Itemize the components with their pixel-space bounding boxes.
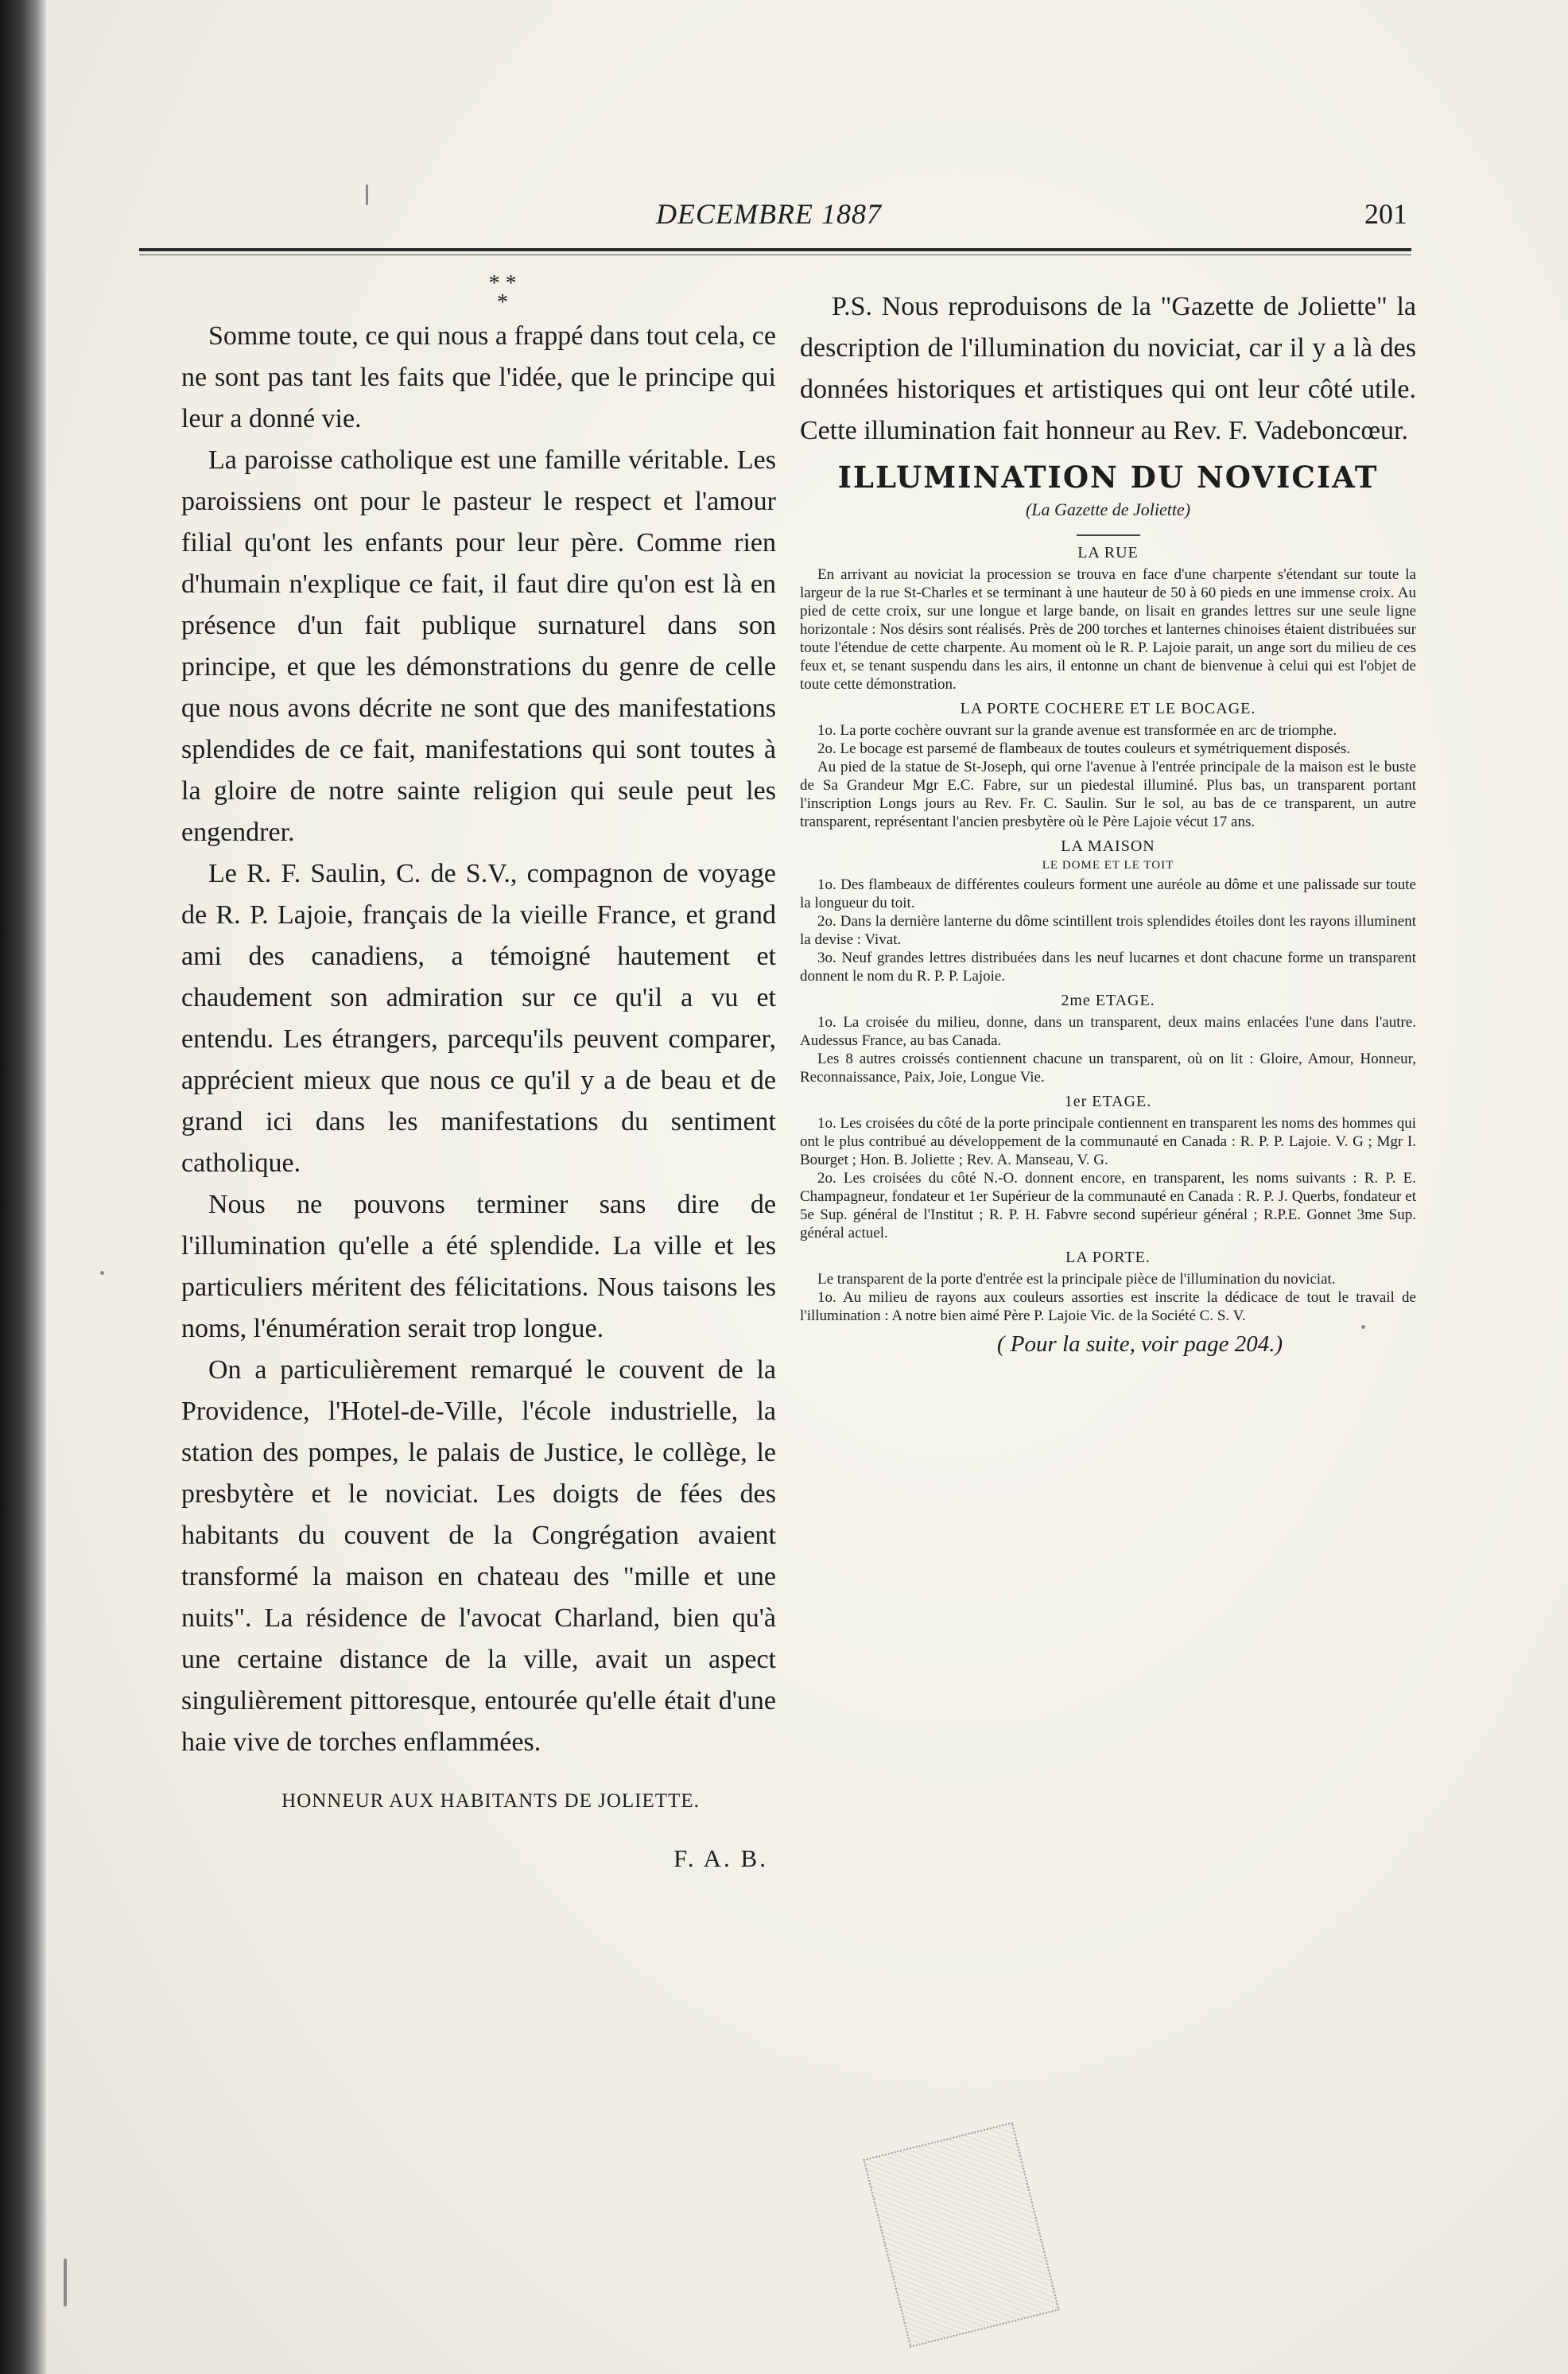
list-item: 1o. La porte cochère ouvrant sur la grande avenue est transformée en arc de triomphe. xyxy=(817,722,1337,739)
list-item: 1o. Des flambeaux de différentes couleurs forment une auréole au dôme et une palissade sur toute la longueur du toit. xyxy=(800,876,1416,911)
list-item: 2o. Les croisées du côté N.-O. donnent encore, en transparent, les noms suivants : R. P. E. Champagneur, fondateur et 1er Supérieur de la communauté en Canada : R. P. J. Querbs, fondateur et 5e Sup. général de l'Institut ; R. P. H. Fabvre second supérieur général ; R.P.E. Gonnet 3me Sup. général actuel. xyxy=(800,1170,1416,1241)
asterism: * * * xyxy=(488,271,517,315)
paragraph: On a particulièrement remarqué le couvent de la Providence, l'Hotel-de-Ville, l'école industrielle, la station des pompes, le palais de Justice, le collège, le presbytère et le noviciat. Les doigts de fées des habitants du couvent de la Congrégation avaient transformé la maison en chateau des "mille et une nuits". La résidence de l'avocat Charland, bien qu'à une certaine distance de la ville, avait un aspect singulièrement pittoresque, entourée qu'elle était d'une haie vive de torches enflammées. xyxy=(181,1355,776,1757)
book-spine-shadow xyxy=(0,0,46,2374)
paragraph: La paroisse catholique est une famille véritable. Les paroissiens ont pour le pasteur le respect et l'amour filial qu'ont les enfants pour leur père. Comme rien d'humain n'explique ce fait, il faut dire qu'on est là en présence d'un fait publique surnaturel dans son principe, et que les démonstrations du genre de celle que nous avons décrite ne sont que des manifestations splendides de ce fait, manifestations qui sont toutes à la gloire de notre sainte religion qui seule peut les engendrer. xyxy=(181,445,776,847)
paragraph: Somme toute, ce qui nous a frappé dans tout cela, ce ne sont pas tant les faits que l'idée, que le principe qui leur a donné vie. xyxy=(181,321,776,433)
section-heading-maison: LA MAISON xyxy=(1061,837,1155,855)
header-rule xyxy=(139,248,1411,251)
list-item: 1o. La croisée du milieu, donne, dans un transparent, deux mains enlacées l'une dans l'autre. Audessus France, au bas Canada. xyxy=(800,1014,1416,1049)
page-header xyxy=(139,197,1407,234)
divider xyxy=(1077,534,1140,536)
article-title: ILLUMINATION DU NOVICIAT xyxy=(837,460,1379,495)
paper-speck xyxy=(366,185,368,205)
list-item: 3o. Neuf grandes lettres distribuées dans les neuf lucarnes et dont chacune forme un transparent donnent le nom du R. P. P. Lajoie. xyxy=(800,950,1416,985)
paragraph: Nous ne pouvons terminer sans dire de l'illumination qu'elle a été splendide. La ville et les particuliers méritent des félicitations. Nous taisons les noms, l'énumération serait trop longue. xyxy=(181,1190,776,1343)
list-item: Le transparent de la porte d'entrée est la principale pièce de l'illumination du noviciat. xyxy=(817,1271,1336,1288)
list-item: 1o. Au milieu de rayons aux couleurs assorties est inscrite la dédicace de tout le travail de l'illumination : A notre bien aimé Père P. Lajoie Vic. de la Société C. S. V. xyxy=(800,1289,1416,1324)
section-footer: HONNEUR AUX HABITANTS DE JOLIETTE. xyxy=(281,1790,700,1812)
page-number: 201 xyxy=(1364,198,1407,230)
section-text: En arrivant au noviciat la procession se trouva en face d'une charpente s'étendant sur toute la largeur de la rue St-Charles et se terminant à une hauteur de 50 à 60 pieds en une immense croix. Au pied de cette croix, sur une longue et large bande, on lisait en grandes lettres sur une seule ligne horizontale : Nos désirs sont réalisés. Près de 200 torches et lanternes chinoises étaient distribuées sur toute l'étendue de cette charpente. Au moment où le R. P. Lajoie parait, un ange sort du milieu de ces feux et, se tenant suspendu dans les airs, il entonne un chant de bienvenue à celui qui est l'objet de toute cette démonstration. xyxy=(800,566,1416,693)
paper-speck xyxy=(1361,1325,1365,1329)
right-column xyxy=(800,286,1416,1358)
paper-speck xyxy=(100,1271,104,1275)
article-source: (La Gazette de Joliette) xyxy=(1025,499,1191,519)
left-column xyxy=(181,271,776,1873)
list-item: 1o. Les croisées du côté de la porte principale contiennent en transparent les noms des hommes qui ont le plus contribué au développement de la communauté en Canada : R. P. P. Lajoie. V. G ; Mgr I. Bourget ; Hon. B. Joliette ; Rev. A. Manseau, V. G. xyxy=(800,1115,1416,1168)
list-item: Les 8 autres croissés contiennent chacune un transparent, où on lit : Gloire, Amour, Honneur, Reconnaissance, Paix, Joie, Longue Vie. xyxy=(800,1051,1416,1086)
paragraph: Le R. F. Saulin, C. de S.V., compagnon de voyage de R. P. Lajoie, français de la vieille France, et grand ami des canadiens, a témoigné hautement et chaudement son admiration sur ce qu'il a vu et entendu. Les étrangers, parcequ'ils peuvent comparer, apprécient mieux que nous ce qu'il y a de beau et de grand ici dans les manifestations du sentiment catholique. xyxy=(181,859,776,1178)
intro-paragraph: P.S. Nous reproduisons de la "Gazette de Joliette" la description de l'illumination du noviciat, car il y a là des données historiques et artistiques qui ont leur côté utile. Cette illumination fait honneur au Rev. F. Vadeboncœur. xyxy=(800,292,1416,445)
header-rule-thin xyxy=(139,254,1411,255)
continuation-note: ( Pour la suite, voir page 204.) xyxy=(996,1331,1283,1357)
subsection-heading-dome: LE DOME ET LE TOIT xyxy=(1042,859,1174,872)
section-heading-rue: LA RUE xyxy=(1077,544,1139,561)
list-item: 2o. Dans la dernière lanterne du dôme scintillent trois splendides étoiles dont les rayons illuminent la devise : Vivat. xyxy=(800,913,1416,948)
section-heading-porte: LA PORTE. xyxy=(1065,1249,1151,1266)
author-signature: F. A. B. xyxy=(673,1844,768,1872)
list-item: Au pied de la statue de St-Joseph, qui orne l'avenue à l'entrée principale de la maison est le buste de Sa Grandeur Mgr E.C. Fabre, sur un piedestal illuminé. Plus bas, un transparent portant l'inscription Longs jours au Rev. Fr. C. Saulin. Sur le sol, au bas de ce transparent, un autre transparent, représentant l'ancien presbytère où le Père Lajoie vécut 17 ans. xyxy=(800,759,1416,830)
section-heading-2me-etage: 2me ETAGE. xyxy=(1061,992,1155,1009)
paper-speck xyxy=(64,2259,67,2306)
section-heading-1er-etage: 1er ETAGE. xyxy=(1064,1093,1152,1110)
page-title: DECEMBRE 1887 xyxy=(656,198,882,230)
list-item: 2o. Le bocage est parsemé de flambeaux de toutes couleurs et symétriquement disposés. xyxy=(817,740,1351,757)
section-heading-porte-cochere: LA PORTE COCHERE ET LE BOCAGE. xyxy=(960,700,1256,717)
